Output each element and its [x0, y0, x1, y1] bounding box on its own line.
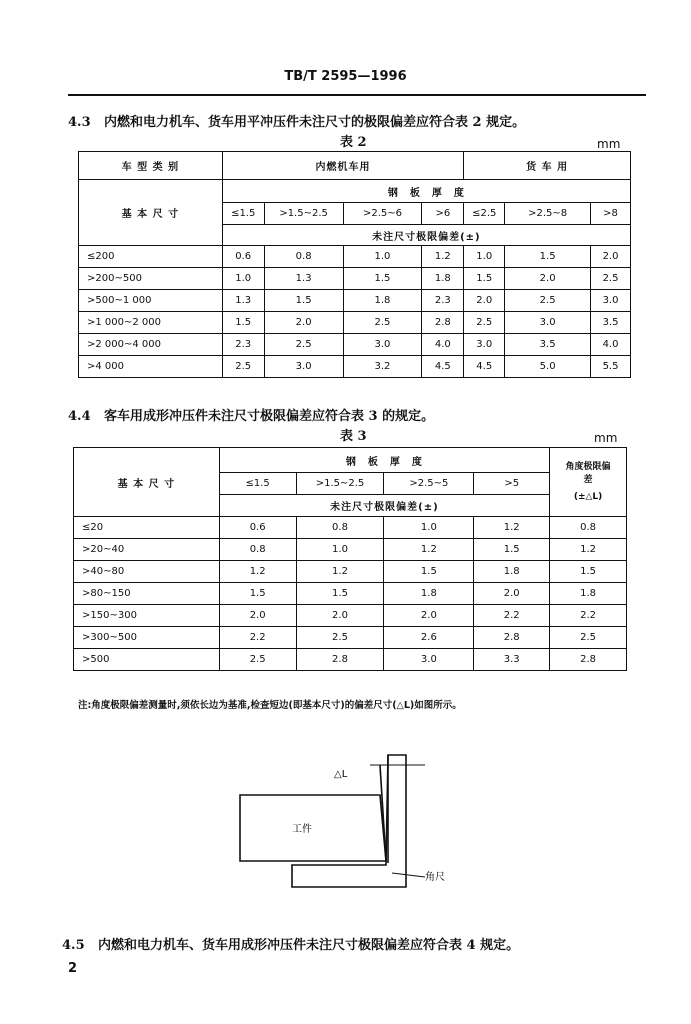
row-value: 2.0	[264, 312, 343, 334]
row-value: 2.0	[505, 268, 591, 290]
row-value: 2.8	[296, 649, 384, 671]
table-2	[78, 151, 631, 378]
row-value: 3.0	[591, 290, 631, 312]
t3-head-angle-sub: (±△L)	[573, 491, 603, 502]
row-value: 1.2	[474, 517, 550, 539]
row-value: 1.5	[296, 583, 384, 605]
page-number: 2	[68, 961, 78, 976]
row-size: >4 000	[79, 356, 223, 378]
row-value: 2.6	[384, 627, 474, 649]
row-size: >500	[74, 649, 220, 671]
row-value: 2.0	[464, 290, 505, 312]
row-value: 4.0	[422, 334, 464, 356]
row-value: 1.0	[222, 268, 264, 290]
row-size: >20~40	[74, 539, 220, 561]
t3-thk-2: >2.5~5	[384, 473, 474, 495]
row-size: >40~80	[74, 561, 220, 583]
t2-thk-4: ≤2.5	[464, 203, 505, 225]
row-value: 2.2	[550, 605, 627, 627]
row-value: 3.0	[343, 334, 422, 356]
t2-head-basic: 基 本 尺 寸	[79, 180, 223, 246]
row-value: 0.8	[264, 246, 343, 268]
section-4-4-number: 4.4	[68, 409, 91, 424]
section-4-5-text: 内燃和电力机车、货车用成形冲压件未注尺寸极限偏差应符合表 4 规定。	[98, 938, 520, 953]
row-value: 4.5	[464, 356, 505, 378]
row-value: 2.0	[474, 583, 550, 605]
row-value: 1.2	[422, 246, 464, 268]
t2-thk-0: ≤1.5	[222, 203, 264, 225]
row-value: 2.5	[591, 268, 631, 290]
note-angle-measure: 注:角度极限偏差测量时,须依长边为基准,检查短边(即基本尺寸)的偏差尺寸(△L)如图所示。	[78, 700, 462, 711]
row-size: >150~300	[74, 605, 220, 627]
t2-head-steel: 钢 板 厚 度	[222, 180, 630, 203]
row-value: 1.5	[384, 561, 474, 583]
row-value: 3.0	[505, 312, 591, 334]
row-value: 1.8	[422, 268, 464, 290]
t2-thk-1: >1.5~2.5	[264, 203, 343, 225]
section-4-5	[62, 934, 519, 953]
row-value: 5.5	[591, 356, 631, 378]
table-row	[74, 649, 627, 671]
row-value: 1.2	[384, 539, 474, 561]
row-size: >500~1 000	[79, 290, 223, 312]
row-value: 2.0	[296, 605, 384, 627]
t2-head-vehicle: 车 型 类 别	[79, 152, 223, 180]
t2-thk-3: >6	[422, 203, 464, 225]
row-value: 1.5	[505, 246, 591, 268]
angle-measure-figure	[230, 745, 445, 895]
table-row	[79, 290, 631, 312]
row-value: 1.5	[343, 268, 422, 290]
row-value: 2.0	[591, 246, 631, 268]
table-2-unit: mm	[597, 137, 621, 151]
row-value: 0.6	[222, 246, 264, 268]
row-value: 2.2	[219, 627, 296, 649]
row-value: 2.5	[343, 312, 422, 334]
t3-head-dev: 未注尺寸极限偏差(±)	[219, 495, 549, 517]
row-value: 1.5	[264, 290, 343, 312]
row-size: >200~500	[79, 268, 223, 290]
table-row	[79, 356, 631, 378]
section-4-5-number: 4.5	[62, 938, 85, 953]
section-4-4-text: 客车用成形冲压件未注尺寸极限偏差应符合表 3 的规定。	[104, 409, 435, 424]
row-value: 1.0	[464, 246, 505, 268]
row-value: 2.5	[264, 334, 343, 356]
t3-head-steel: 钢 板 厚 度	[219, 448, 549, 473]
table-row	[79, 312, 631, 334]
table-3	[73, 447, 627, 671]
row-value: 1.0	[343, 246, 422, 268]
row-size: >2 000~4 000	[79, 334, 223, 356]
t3-head-angle-label: 角度极限偏 差	[565, 461, 620, 485]
table-row	[74, 539, 627, 561]
row-value: 1.5	[219, 583, 296, 605]
row-value: 1.8	[474, 561, 550, 583]
row-value: 3.0	[264, 356, 343, 378]
row-size: >80~150	[74, 583, 220, 605]
delta-label: △L	[334, 769, 348, 780]
square-tool-shape	[292, 755, 406, 887]
row-value: 4.5	[422, 356, 464, 378]
row-size: ≤20	[74, 517, 220, 539]
t2-thk-5: >2.5~8	[505, 203, 591, 225]
row-value: 1.0	[296, 539, 384, 561]
t2-thk-2: >2.5~6	[343, 203, 422, 225]
row-value: 2.5	[296, 627, 384, 649]
row-value: 2.5	[505, 290, 591, 312]
square-label: 角尺	[425, 872, 445, 883]
row-value: 1.5	[464, 268, 505, 290]
row-size: >300~500	[74, 627, 220, 649]
row-value: 1.5	[550, 561, 627, 583]
row-value: 3.0	[464, 334, 505, 356]
t3-thk-0: ≤1.5	[219, 473, 296, 495]
row-value: 2.5	[550, 627, 627, 649]
t3-head-basic: 基 本 尺 寸	[74, 448, 220, 517]
table-row	[74, 605, 627, 627]
row-value: 2.8	[422, 312, 464, 334]
row-value: 1.5	[474, 539, 550, 561]
table-row	[74, 627, 627, 649]
t3-thk-3: >5	[474, 473, 550, 495]
table-row	[79, 246, 631, 268]
t2-head-loco: 内燃机车用	[222, 152, 464, 180]
row-value: 2.3	[422, 290, 464, 312]
section-4-3-text: 内燃和电力机车、货车用平冲压件未注尺寸的极限偏差应符合表 2 规定。	[104, 115, 526, 130]
row-value: 3.5	[505, 334, 591, 356]
row-value: 2.0	[219, 605, 296, 627]
table-row	[79, 268, 631, 290]
section-4-3-number: 4.3	[68, 115, 91, 130]
workpiece-label: 工件	[292, 824, 312, 835]
row-size: ≤200	[79, 246, 223, 268]
row-value: 1.5	[222, 312, 264, 334]
table-3-unit: mm	[594, 431, 618, 445]
row-value: 2.0	[384, 605, 474, 627]
row-value: 2.8	[474, 627, 550, 649]
row-value: 1.2	[296, 561, 384, 583]
t2-head-dev: 未注尺寸极限偏差(±)	[222, 225, 630, 246]
row-value: 2.8	[550, 649, 627, 671]
row-value: 0.8	[296, 517, 384, 539]
row-value: 3.0	[384, 649, 474, 671]
row-value: 1.3	[222, 290, 264, 312]
row-value: 2.5	[464, 312, 505, 334]
square-leader-line	[392, 873, 425, 877]
row-value: 0.6	[219, 517, 296, 539]
row-value: 3.3	[474, 649, 550, 671]
header-rule	[68, 94, 646, 96]
t2-thk-6: >8	[591, 203, 631, 225]
row-value: 0.8	[550, 517, 627, 539]
row-value: 1.2	[550, 539, 627, 561]
row-value: 2.5	[222, 356, 264, 378]
row-value: 0.8	[219, 539, 296, 561]
row-value: 2.5	[219, 649, 296, 671]
section-4-3	[68, 111, 525, 130]
row-value: 3.5	[591, 312, 631, 334]
table-3-title: 表 3	[340, 429, 367, 444]
row-value: 4.0	[591, 334, 631, 356]
standard-header: TB/T 2595—1996	[284, 69, 407, 84]
row-value: 3.2	[343, 356, 422, 378]
row-value: 5.0	[505, 356, 591, 378]
table-row	[74, 561, 627, 583]
row-value: 1.3	[264, 268, 343, 290]
table-row	[79, 334, 631, 356]
row-value: 1.0	[384, 517, 474, 539]
section-4-4	[68, 405, 434, 424]
row-value: 1.8	[343, 290, 422, 312]
row-value: 2.2	[474, 605, 550, 627]
workpiece-shape	[240, 795, 386, 861]
t2-head-freight: 货 车 用	[464, 152, 631, 180]
row-value: 1.8	[550, 583, 627, 605]
row-value: 2.3	[222, 334, 264, 356]
row-size: >1 000~2 000	[79, 312, 223, 334]
table-2-title: 表 2	[340, 135, 367, 150]
table-row	[74, 517, 627, 539]
row-value: 1.2	[219, 561, 296, 583]
row-value: 1.8	[384, 583, 474, 605]
t3-head-angle	[550, 448, 627, 517]
t3-thk-1: >1.5~2.5	[296, 473, 384, 495]
table-row	[74, 583, 627, 605]
